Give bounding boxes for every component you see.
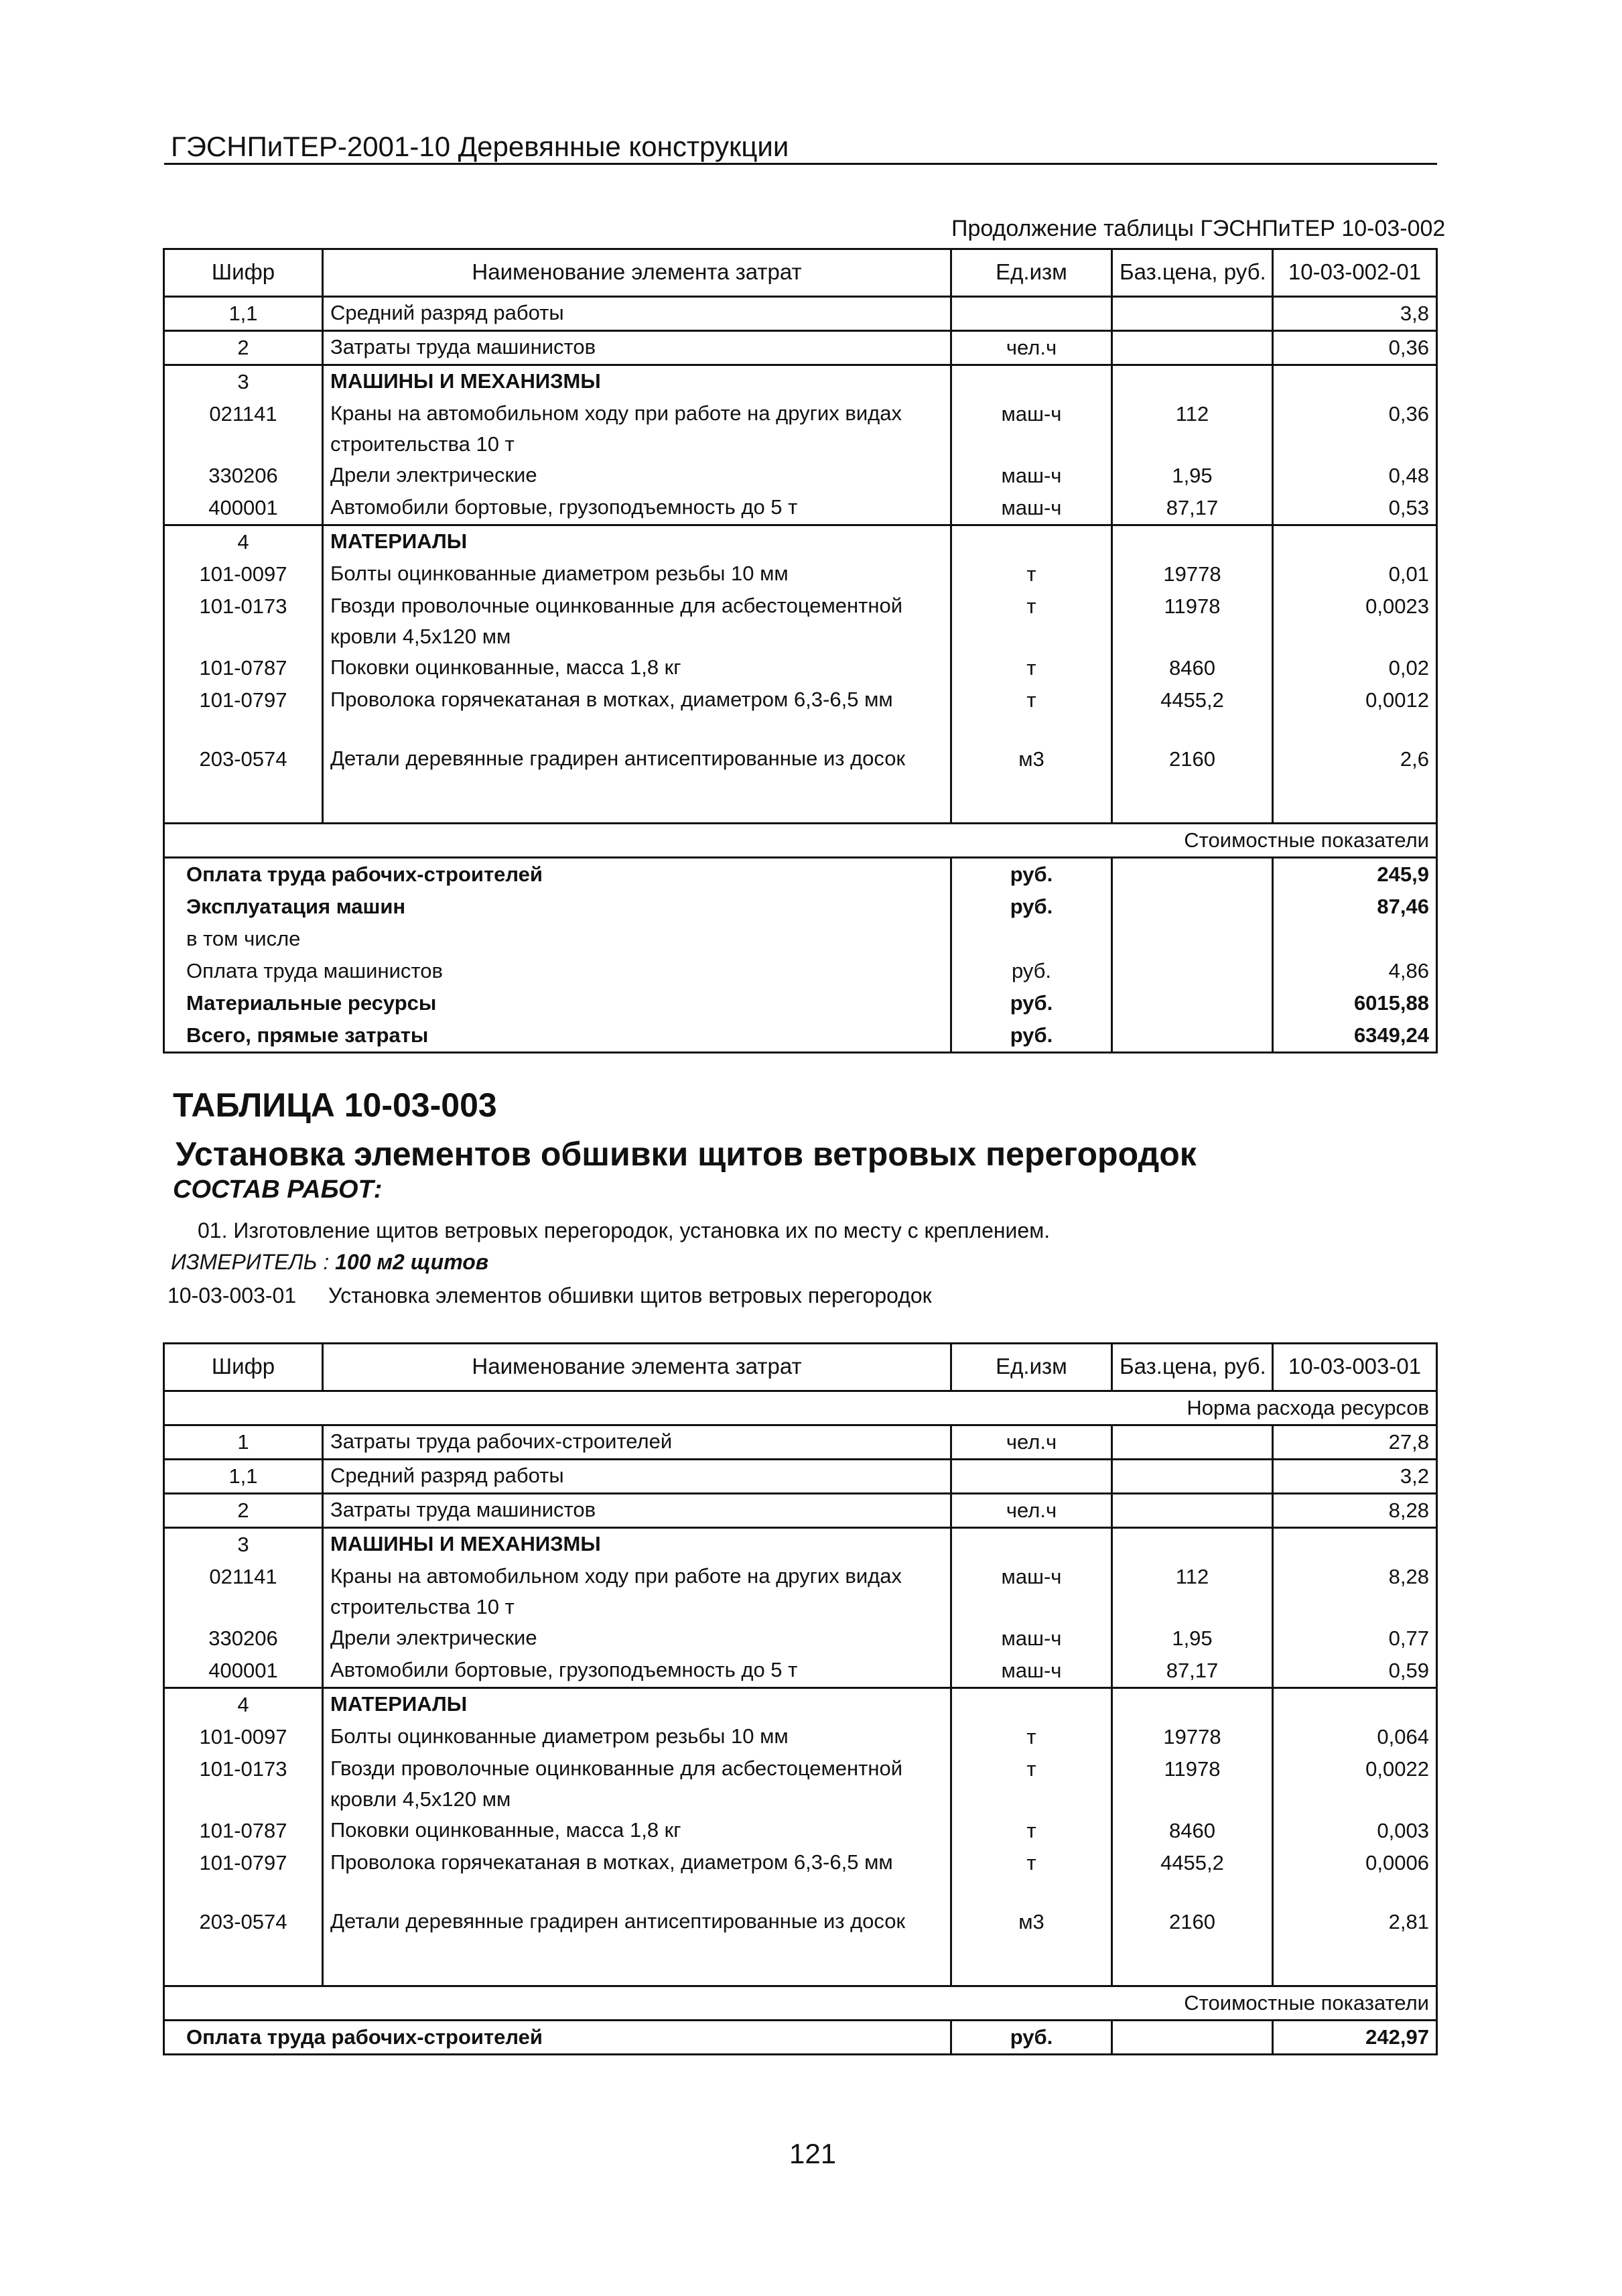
cost-name: Эксплуатация машин: [164, 891, 951, 923]
cost-row: [164, 987, 1437, 1019]
cost-price: [1112, 858, 1273, 891]
table-row: [164, 1528, 1437, 1561]
cost-value: 6015,88: [1273, 987, 1437, 1019]
row-name: Краны на автомобильном ходу при работе на других видах строительства 10 т: [323, 398, 951, 460]
table-row: [164, 684, 1437, 716]
cost-name: Всего, прямые затраты: [164, 1019, 951, 1053]
row-price: 8460: [1112, 652, 1273, 684]
table-row: [164, 365, 1437, 399]
row-name: Детали деревянные градирен антисептированные из досок: [323, 1879, 951, 1986]
row-value: 0,0022: [1273, 1753, 1437, 1815]
cost-price: [1112, 955, 1273, 987]
table-row: [164, 398, 1437, 460]
table-row: [164, 297, 1437, 331]
table-row: [164, 1622, 1437, 1655]
header-rule: [164, 163, 1437, 165]
cost-name: в том числе: [164, 923, 951, 955]
row-value: 0,01: [1273, 558, 1437, 590]
row-unit: т: [951, 1721, 1112, 1753]
row-value: [1273, 1688, 1437, 1722]
row-value: 0,36: [1273, 331, 1437, 365]
cost-header: Стоимостные показатели: [164, 1986, 1437, 2021]
row-unit: [951, 365, 1112, 399]
row-price: [1112, 365, 1273, 399]
cost-header-row: [164, 824, 1437, 858]
cost-row: [164, 955, 1437, 987]
table-row: [164, 1721, 1437, 1753]
row-price: 2160: [1112, 1879, 1273, 1986]
row-unit: [951, 525, 1112, 559]
row-name: Гвозди проволочные оцинкованные для асбестоцементной кровли 4,5х120 мм: [323, 1753, 951, 1815]
col-name-header: Наименование элемента затрат: [323, 249, 951, 297]
row-unit: маш-ч: [951, 460, 1112, 492]
row-unit: маш-ч: [951, 1561, 1112, 1622]
row-price: 19778: [1112, 1721, 1273, 1753]
row-unit: т: [951, 652, 1112, 684]
cost-unit: руб.: [951, 1019, 1112, 1053]
col-unit-header: Ед.изм: [951, 249, 1112, 297]
row-code: 101-0173: [164, 1753, 323, 1815]
row-price: 11978: [1112, 1753, 1273, 1815]
cost-row: [164, 923, 1437, 955]
row-name: Средний разряд работы: [323, 297, 951, 331]
row-unit: чел.ч: [951, 1425, 1112, 1460]
row-code: 4: [164, 525, 323, 559]
table-row: [164, 1847, 1437, 1879]
table-row: [164, 1879, 1437, 1986]
table-row: [164, 1494, 1437, 1528]
table-row: [164, 331, 1437, 365]
row-name: Автомобили бортовые, грузоподъемность до 5 т: [323, 1655, 951, 1688]
cost-row: [164, 1019, 1437, 1053]
row-name: Гвозди проволочные оцинкованные для асбестоцементной кровли 4,5х120 мм: [323, 590, 951, 652]
measure-unit: [171, 1250, 488, 1275]
col-price-header: Баз.цена, руб.: [1112, 249, 1273, 297]
row-value: 27,8: [1273, 1425, 1437, 1460]
row-value: 0,0012: [1273, 684, 1437, 716]
row-unit: маш-ч: [951, 1622, 1112, 1655]
row-value: 0,53: [1273, 492, 1437, 525]
cost-unit: [951, 923, 1112, 955]
cost-unit: руб.: [951, 987, 1112, 1019]
row-unit: м3: [951, 716, 1112, 824]
work-composition-title: СОСТАВ РАБОТ:: [173, 1175, 383, 1204]
row-value: 0,02: [1273, 652, 1437, 684]
cost-price: [1112, 987, 1273, 1019]
row-price: [1112, 1528, 1273, 1561]
row-value: 2,6: [1273, 716, 1437, 824]
row-code: 101-0787: [164, 652, 323, 684]
col-code-header: Шифр: [164, 1344, 323, 1391]
norm-header-row: [164, 1391, 1437, 1425]
cost-name: Материальные ресурсы: [164, 987, 951, 1019]
norm-code: 10-03-003-01: [167, 1283, 297, 1308]
work-item: 01. Изготовление щитов ветровых перегородок, установка их по месту с креплением.: [198, 1218, 1051, 1242]
row-code: 4: [164, 1688, 323, 1722]
cost-header-row: [164, 1986, 1437, 2021]
row-price: 4455,2: [1112, 684, 1273, 716]
row-value: 3,8: [1273, 297, 1437, 331]
row-unit: [951, 1688, 1112, 1722]
continuation-caption: Продолжение таблицы ГЭСНПиТЕР 10-03-002: [951, 216, 1446, 241]
row-unit: т: [951, 684, 1112, 716]
row-code: 101-0097: [164, 1721, 323, 1753]
col-code-header: Шифр: [164, 249, 323, 297]
table-row: [164, 558, 1437, 590]
cost-price: [1112, 923, 1273, 955]
row-code: 1,1: [164, 1460, 323, 1494]
row-code: 1,1: [164, 297, 323, 331]
row-code: 2: [164, 331, 323, 365]
row-name: Автомобили бортовые, грузоподъемность до 5 т: [323, 492, 951, 525]
row-unit: [951, 1460, 1112, 1494]
table-row: [164, 525, 1437, 559]
cost-row: [164, 2021, 1437, 2055]
row-value: 0,003: [1273, 1815, 1437, 1847]
col-norm-code-header: 10-03-002-01: [1273, 249, 1437, 297]
row-price: [1112, 1425, 1273, 1460]
row-unit: т: [951, 558, 1112, 590]
row-name: МАШИНЫ И МЕХАНИЗМЫ: [323, 1528, 951, 1561]
row-name: МАТЕРИАЛЫ: [323, 525, 951, 559]
row-name: Болты оцинкованные диаметром резьбы 10 мм: [323, 558, 951, 590]
row-price: [1112, 1460, 1273, 1494]
row-code: 101-0097: [164, 558, 323, 590]
row-name: Поковки оцинкованные, масса 1,8 кг: [323, 652, 951, 684]
table-row: [164, 1425, 1437, 1460]
row-value: 0,0023: [1273, 590, 1437, 652]
table-row: [164, 1688, 1437, 1722]
cost-unit: руб.: [951, 891, 1112, 923]
page-header: ГЭСНПиТЕР-2001-10 Деревянные конструкции: [171, 131, 789, 162]
row-unit: маш-ч: [951, 492, 1112, 525]
measure-value: 100 м2 щитов: [335, 1250, 489, 1274]
row-unit: маш-ч: [951, 398, 1112, 460]
row-price: 11978: [1112, 590, 1273, 652]
row-value: 0,36: [1273, 398, 1437, 460]
row-code: 203-0574: [164, 716, 323, 824]
row-unit: м3: [951, 1879, 1112, 1986]
table-title: ТАБЛИЦА 10-03-003: [173, 1086, 497, 1124]
row-code: 101-0173: [164, 590, 323, 652]
row-unit: чел.ч: [951, 1494, 1112, 1528]
row-value: 8,28: [1273, 1561, 1437, 1622]
row-price: 1,95: [1112, 1622, 1273, 1655]
row-value: 2,81: [1273, 1879, 1437, 1986]
table-row: [164, 652, 1437, 684]
row-name: Средний разряд работы: [323, 1460, 951, 1494]
col-name-header: Наименование элемента затрат: [323, 1344, 951, 1391]
table-header-row: [164, 249, 1437, 297]
cost-price: [1112, 2021, 1273, 2055]
table-10-03-002: [163, 248, 1438, 1054]
col-price-header: Баз.цена, руб.: [1112, 1344, 1273, 1391]
cost-value: 6349,24: [1273, 1019, 1437, 1053]
row-unit: т: [951, 1847, 1112, 1879]
table-10-03-003: [163, 1342, 1438, 2055]
cost-price: [1112, 891, 1273, 923]
row-code: 021141: [164, 398, 323, 460]
row-name: Поковки оцинкованные, масса 1,8 кг: [323, 1815, 951, 1847]
cost-header: Стоимостные показатели: [164, 824, 1437, 858]
row-code: 400001: [164, 1655, 323, 1688]
col-norm-code-header: 10-03-003-01: [1273, 1344, 1437, 1391]
cost-name: Оплата труда рабочих-строителей: [164, 2021, 951, 2055]
row-value: 3,2: [1273, 1460, 1437, 1494]
row-code: 101-0797: [164, 1847, 323, 1879]
cost-value: [1273, 923, 1437, 955]
norm-name: Установка элементов обшивки щитов ветровых перегородок: [328, 1283, 932, 1308]
row-price: [1112, 525, 1273, 559]
row-value: 0,59: [1273, 1655, 1437, 1688]
row-unit: [951, 1528, 1112, 1561]
table-header-row: [164, 1344, 1437, 1391]
row-name: Затраты труда машинистов: [323, 1494, 951, 1528]
cost-value: 245,9: [1273, 858, 1437, 891]
row-price: [1112, 1494, 1273, 1528]
row-name: МАТЕРИАЛЫ: [323, 1688, 951, 1722]
row-code: 400001: [164, 492, 323, 525]
row-code: 101-0787: [164, 1815, 323, 1847]
row-name: Проволока горячекатаная в мотках, диаметром 6,3-6,5 мм: [323, 1847, 951, 1879]
row-value: [1273, 365, 1437, 399]
row-code: 2: [164, 1494, 323, 1528]
row-price: 8460: [1112, 1815, 1273, 1847]
row-unit: т: [951, 1753, 1112, 1815]
cost-value: 87,46: [1273, 891, 1437, 923]
cost-name: Оплата труда рабочих-строителей: [164, 858, 951, 891]
row-price: 1,95: [1112, 460, 1273, 492]
row-unit: т: [951, 1815, 1112, 1847]
row-value: [1273, 525, 1437, 559]
table-row: [164, 1655, 1437, 1688]
row-name: Краны на автомобильном ходу при работе на других видах строительства 10 т: [323, 1561, 951, 1622]
row-name: Дрели электрические: [323, 1622, 951, 1655]
row-code: 3: [164, 365, 323, 399]
row-code: 203-0574: [164, 1879, 323, 1986]
row-unit: чел.ч: [951, 331, 1112, 365]
row-name: Детали деревянные градирен антисептированные из досок: [323, 716, 951, 824]
norm-header: Норма расхода ресурсов: [164, 1391, 1437, 1425]
cost-row: [164, 891, 1437, 923]
cost-value: 4,86: [1273, 955, 1437, 987]
row-name: Затраты труда машинистов: [323, 331, 951, 365]
row-code: 101-0797: [164, 684, 323, 716]
row-price: 87,17: [1112, 1655, 1273, 1688]
row-price: [1112, 331, 1273, 365]
row-unit: т: [951, 590, 1112, 652]
row-price: 19778: [1112, 558, 1273, 590]
table-row: [164, 1460, 1437, 1494]
row-price: 112: [1112, 398, 1273, 460]
table-row: [164, 1753, 1437, 1815]
cost-row: [164, 858, 1437, 891]
row-unit: [951, 297, 1112, 331]
row-code: 330206: [164, 1622, 323, 1655]
measure-label: ИЗМЕРИТЕЛЬ :: [171, 1250, 330, 1274]
table-row: [164, 460, 1437, 492]
cost-unit: руб.: [951, 2021, 1112, 2055]
row-value: 0,0006: [1273, 1847, 1437, 1879]
row-value: 8,28: [1273, 1494, 1437, 1528]
row-value: 0,77: [1273, 1622, 1437, 1655]
table-row: [164, 492, 1437, 525]
row-price: 87,17: [1112, 492, 1273, 525]
row-name: Проволока горячекатаная в мотках, диаметром 6,3-6,5 мм: [323, 684, 951, 716]
cost-unit: руб.: [951, 955, 1112, 987]
cost-name: Оплата труда машинистов: [164, 955, 951, 987]
table-row: [164, 1561, 1437, 1622]
row-code: 3: [164, 1528, 323, 1561]
row-price: [1112, 1688, 1273, 1722]
cost-unit: руб.: [951, 858, 1112, 891]
row-name: Затраты труда рабочих-строителей: [323, 1425, 951, 1460]
cost-value: 242,97: [1273, 2021, 1437, 2055]
row-price: [1112, 297, 1273, 331]
table-row: [164, 1815, 1437, 1847]
row-code: 021141: [164, 1561, 323, 1622]
row-code: 1: [164, 1425, 323, 1460]
table-name: Установка элементов обшивки щитов ветровых перегородок: [176, 1135, 1197, 1173]
cost-price: [1112, 1019, 1273, 1053]
row-name: МАШИНЫ И МЕХАНИЗМЫ: [323, 365, 951, 399]
row-price: 2160: [1112, 716, 1273, 824]
row-unit: маш-ч: [951, 1655, 1112, 1688]
col-unit-header: Ед.изм: [951, 1344, 1112, 1391]
row-name: Дрели электрические: [323, 460, 951, 492]
table-row: [164, 590, 1437, 652]
row-value: 0,48: [1273, 460, 1437, 492]
table-row: [164, 716, 1437, 824]
row-price: 112: [1112, 1561, 1273, 1622]
page-number: 121: [789, 2138, 837, 2169]
row-name: Болты оцинкованные диаметром резьбы 10 мм: [323, 1721, 951, 1753]
row-price: 4455,2: [1112, 1847, 1273, 1879]
row-code: 330206: [164, 460, 323, 492]
row-value: [1273, 1528, 1437, 1561]
row-value: 0,064: [1273, 1721, 1437, 1753]
